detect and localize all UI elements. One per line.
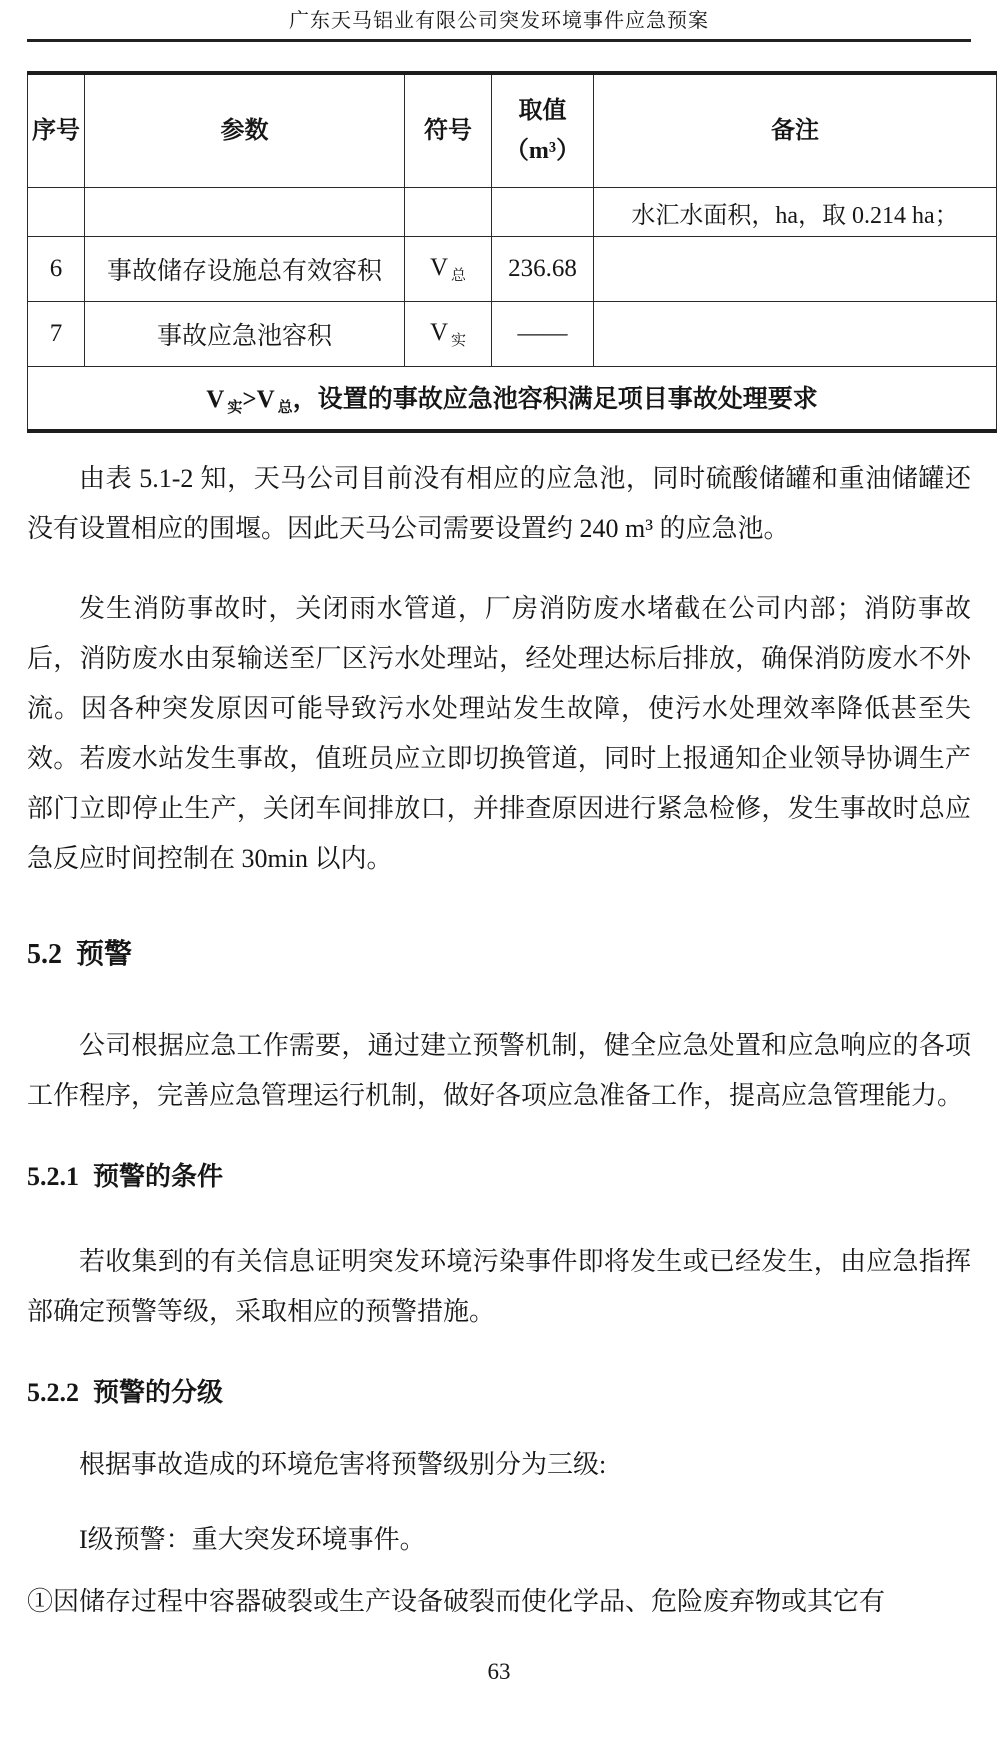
page-number: 63 xyxy=(487,1659,511,1684)
heading-text: 预警的条件 xyxy=(93,1162,224,1191)
parameters-table xyxy=(27,71,997,433)
conclusion-operator: > xyxy=(242,386,257,413)
cell-param xyxy=(85,188,405,237)
conclusion-v2: V xyxy=(256,386,275,413)
table-header-row xyxy=(28,73,997,188)
heading-text: 预警的分级 xyxy=(93,1378,224,1407)
table-header-remark: 备注 xyxy=(594,73,997,188)
paragraph-fire-accident: 发生消防事故时，关闭雨水管道，厂房消防废水堵截在公司内部；消防事故后，消防废水由泵输送至厂区污水处理站，经处理达标后排放，确保消防废水不外流。因各种突发原因可能导致污水处理站发生故障，使污水处理效率降低甚至失效。若废水站发生事故，值班员应立即切换管道，同时上报通知企业领导协调生产部门立即停止生产，关闭车间排放口，并排查原因进行紧急检修，发生事故时总应急反应时间控制在 30min 以内。 xyxy=(27,594,971,873)
paragraph-warning-condition: 若收集到的有关信息证明突发环境污染事件即将发生或已经发生，由应急指挥部确定预警等级，采取相应的预警措施。 xyxy=(27,1247,971,1326)
table-header-value-line2: （m³） xyxy=(504,138,581,164)
document-header-title: 广东天马铝业有限公司突发环境事件应急预案 xyxy=(289,10,709,32)
cell-no xyxy=(28,188,85,237)
table-conclusion-row xyxy=(28,367,997,432)
heading-number: 5.2.2 xyxy=(27,1378,79,1407)
table-row-7 xyxy=(28,302,997,367)
table-header-symbol: 符号 xyxy=(405,73,492,188)
table-row-continuation xyxy=(28,188,997,237)
cell-remark: 水汇水面积，ha，取 0.214 ha； xyxy=(594,188,997,237)
conclusion-v1-subscript: 实 xyxy=(227,400,243,416)
conclusion-v1: V xyxy=(206,386,225,413)
paragraph-warning-levels: 根据事故造成的环境危害将预警级别分为三级: xyxy=(79,1450,607,1479)
symbol-base: V xyxy=(429,318,449,346)
table-header-param: 参数 xyxy=(85,73,405,188)
paragraph-warning-mechanism: 公司根据应急工作需要，通过建立预警机制，健全应急处置和应急响应的各项工作程序，完善应急管理运行机制，做好各项应急准备工作，提高应急管理能力。 xyxy=(27,1031,971,1110)
cell-value: 236.68 xyxy=(492,237,594,302)
cell-param: 事故应急池容积 xyxy=(85,302,405,367)
cell-no: 7 xyxy=(28,302,85,367)
heading-5-2 xyxy=(27,934,971,976)
heading-number: 5.2.1 xyxy=(27,1162,79,1191)
cell-symbol xyxy=(405,302,492,367)
paragraph-container-rupture: ①因储存过程中容器破裂或生产设备破裂而使化学品、危险废弃物或其它有 xyxy=(27,1587,886,1616)
conclusion-text: ，设置的事故应急池容积满足项目事故处理要求 xyxy=(292,386,818,413)
heading-number: 5.2 xyxy=(27,939,62,970)
cell-value: —— xyxy=(492,302,594,367)
table-row-6 xyxy=(28,237,997,302)
cell-no: 6 xyxy=(28,237,85,302)
table-header-value-line1: 取值 xyxy=(518,98,567,124)
paragraph-level-1-warning: I级预警：重大突发环境事件。 xyxy=(79,1525,426,1554)
cell-remark xyxy=(594,302,997,367)
heading-5-2-2 xyxy=(27,1372,971,1414)
table-conclusion-cell xyxy=(28,367,997,432)
symbol-subscript: 总 xyxy=(451,267,467,284)
cell-value xyxy=(492,188,594,237)
header-rule xyxy=(27,39,971,42)
heading-text: 预警 xyxy=(76,939,133,970)
conclusion-v2-subscript: 总 xyxy=(277,400,293,416)
cell-param: 事故储存设施总有效容积 xyxy=(85,237,405,302)
table-header-no: 序号 xyxy=(28,73,85,188)
cell-remark xyxy=(594,237,997,302)
cell-symbol xyxy=(405,188,492,237)
paragraph-emergency-pool: 由表 5.1-2 知，天马公司目前没有相应的应急池，同时硫酸储罐和重油储罐还没有设置相应的围堰。因此天马公司需要设置约 240 m³ 的应急池。 xyxy=(27,464,971,543)
symbol-subscript: 实 xyxy=(451,332,467,349)
cell-symbol xyxy=(405,237,492,302)
heading-5-2-1 xyxy=(27,1156,971,1198)
symbol-base: V xyxy=(429,253,449,281)
table-header-value xyxy=(492,73,594,188)
